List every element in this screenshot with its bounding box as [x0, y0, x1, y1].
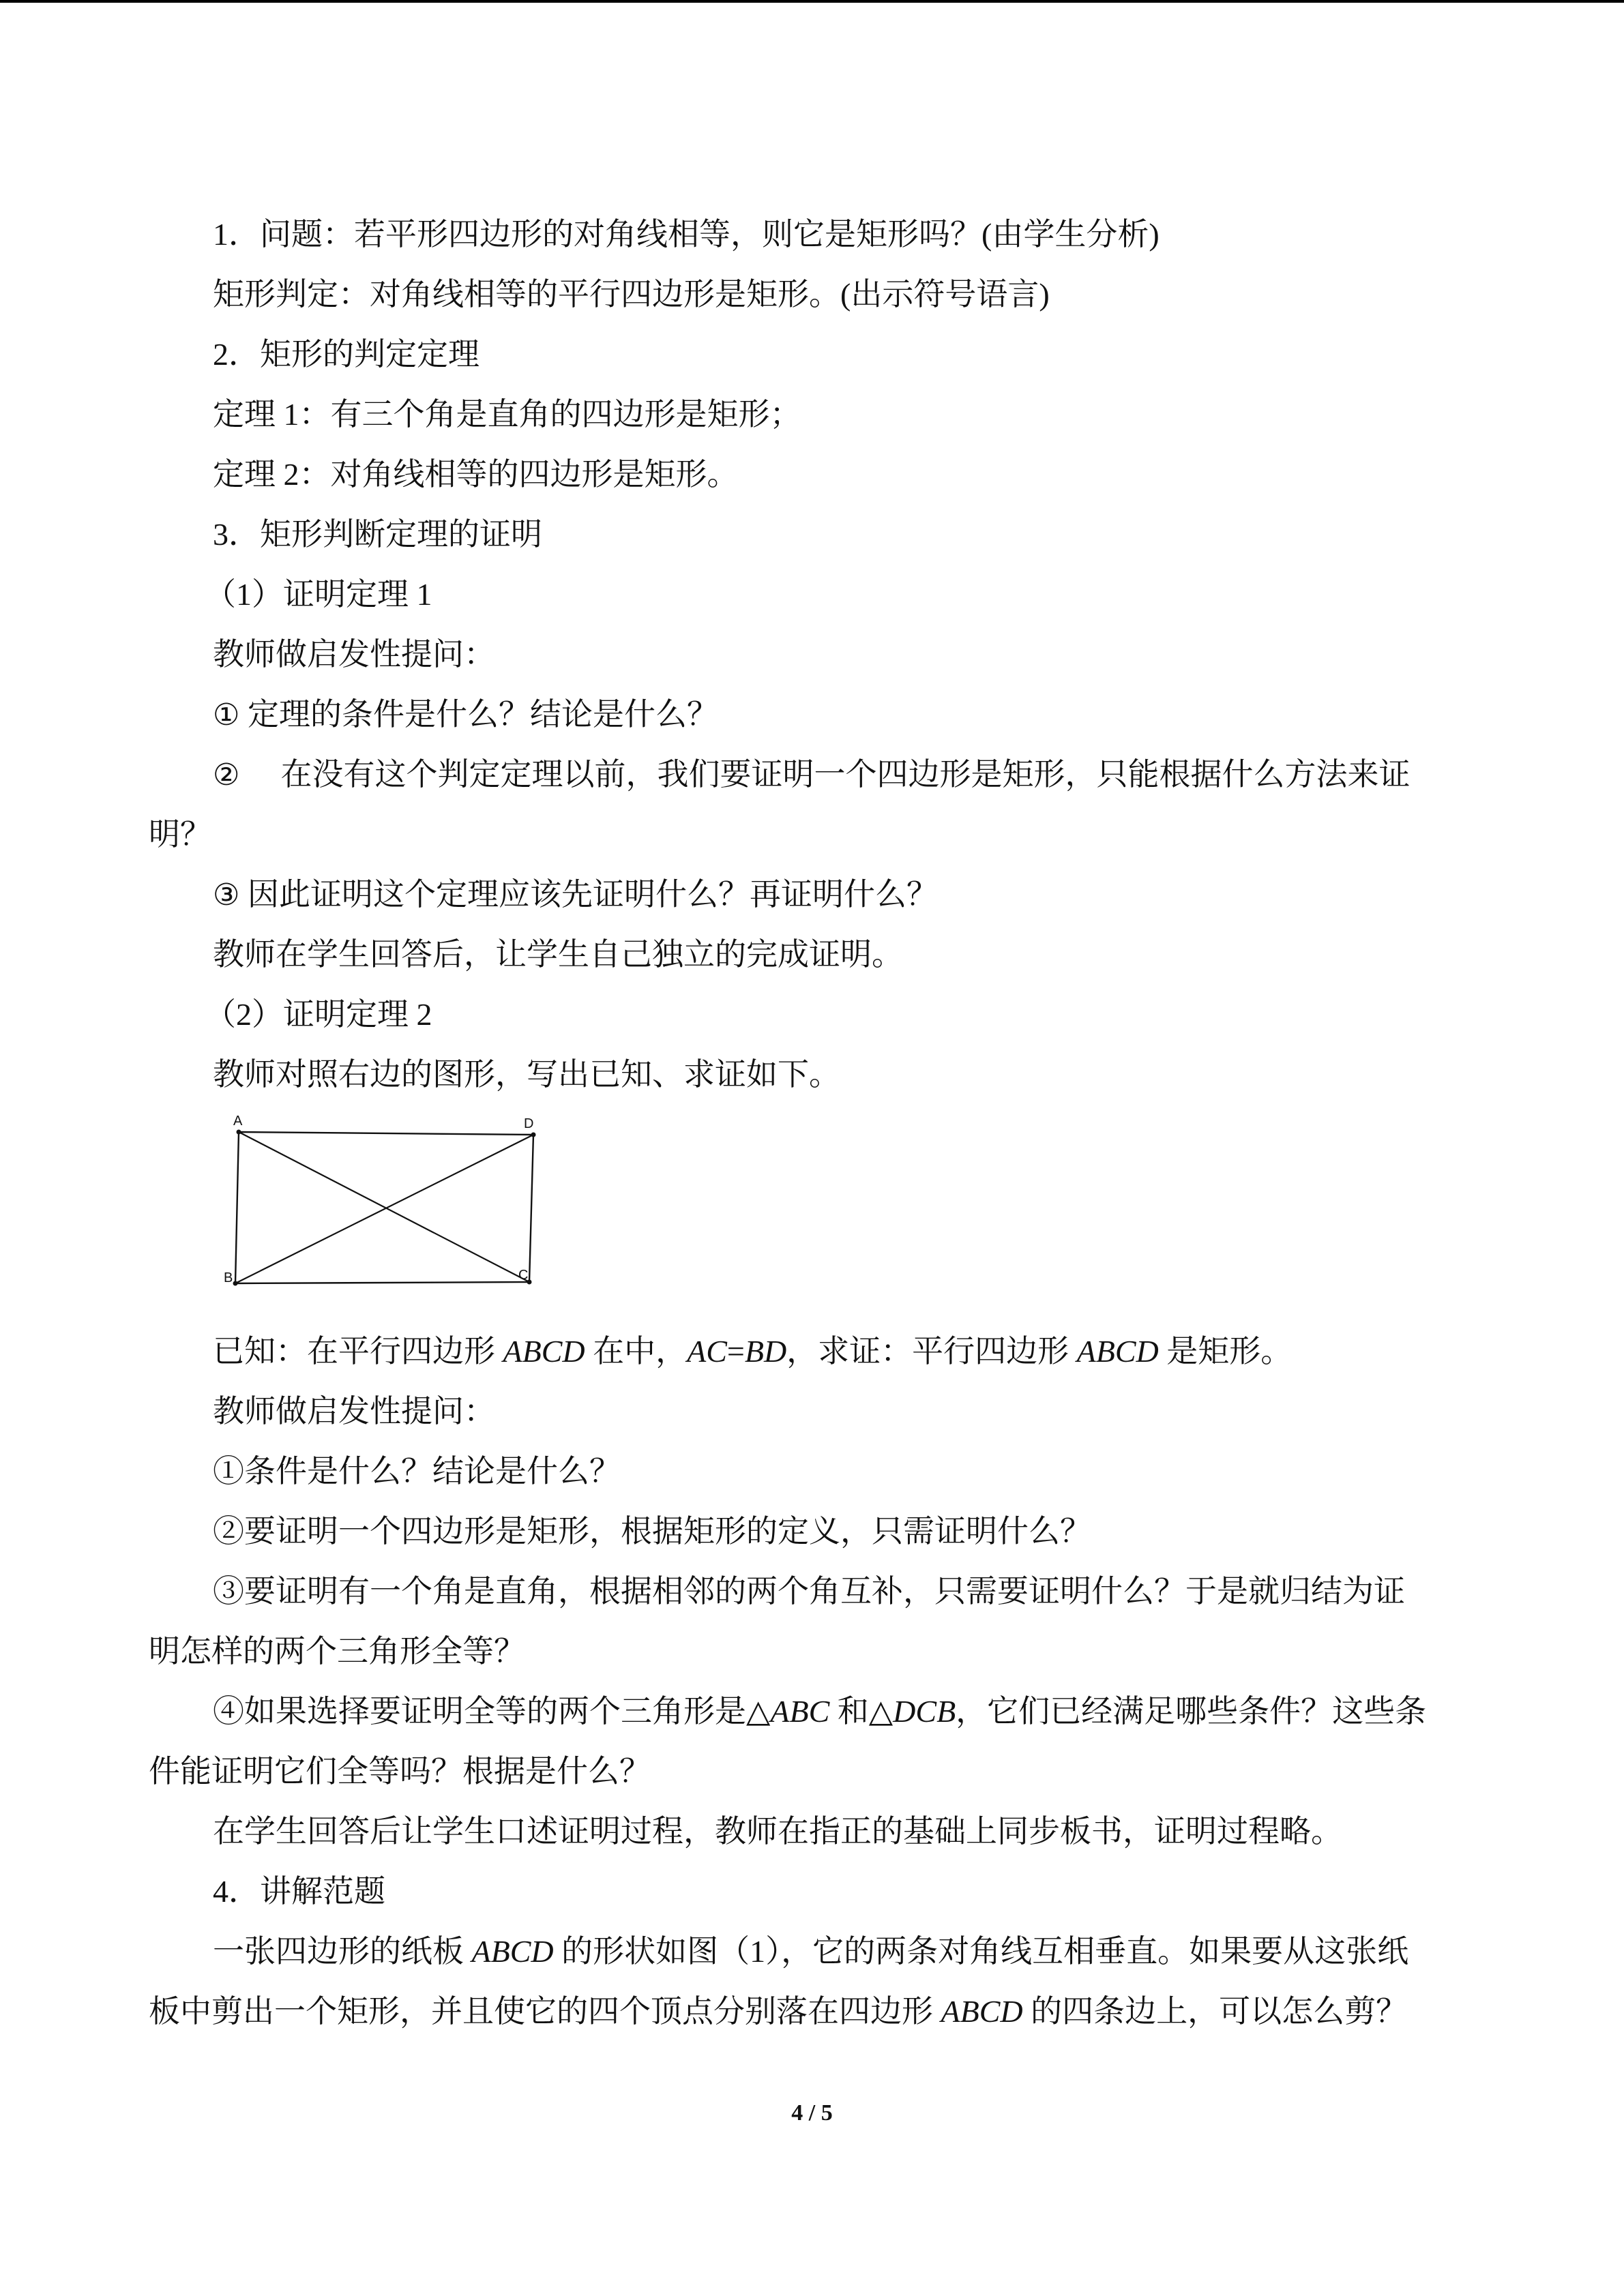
given-abcd: ABCD — [503, 1334, 585, 1369]
example-abcd-2: ABCD — [941, 1994, 1023, 2029]
equals-sign: = — [726, 1334, 745, 1369]
section-3-heading-text: 3．矩形判断定理的证明 — [213, 517, 542, 552]
label-b: B — [224, 1270, 233, 1285]
rectangle-judgment — [213, 274, 1050, 315]
rectangle-diagram — [218, 1112, 546, 1296]
question-condition-text: ①条件是什么？结论是什么？ — [213, 1454, 621, 1489]
given-prove-part-2: 在中， — [585, 1334, 688, 1369]
example-problem-part-3: 板中剪出一个矩形，并且使它的四个顶点分别落在四边形 — [149, 1994, 941, 2029]
proof-1-heading-text: （1）证明定理 1 — [205, 577, 432, 612]
question-right-angle-continued — [149, 1631, 525, 1672]
prompt-item-3-text: 因此证明这个定理应该先证明什么？再证明什么？ — [239, 877, 938, 912]
question-congruent-continued — [149, 1751, 651, 1792]
teacher-prompt-2 — [213, 1391, 495, 1432]
segment-bd: BD — [744, 1334, 787, 1369]
figure-intro — [213, 1054, 840, 1095]
label-c: C — [518, 1268, 529, 1283]
theorem-1-text: 定理 1：有三个角是直角的四边形是矩形； — [213, 397, 801, 432]
example-problem-part-4: 的四条边上，可以怎么剪？ — [1022, 1994, 1408, 2029]
question-congruent-part-1: ④如果选择要证明全等的两个三角形是 — [213, 1694, 746, 1729]
example-abcd-1: ABCD — [471, 1934, 554, 1969]
section-4-heading — [213, 1871, 385, 1912]
question-right-angle-continued-text: 明怎样的两个三角形全等？ — [149, 1634, 525, 1669]
proof-2-heading — [205, 994, 432, 1035]
teacher-prompt-1-text: 教师做启发性提问： — [213, 637, 495, 672]
question-definition-text: ②要证明一个四边形是矩形，根据矩形的定义，只需证明什么？ — [213, 1514, 1091, 1549]
question-right-angle — [213, 1571, 1405, 1612]
rectangle-judgment-text: 矩形判定：对角线相等的平行四边形是矩形。(出示符号语言) — [213, 277, 1050, 312]
question-congruent-part-3: ，它们已经满足哪些条件？这些条 — [956, 1694, 1427, 1729]
example-problem-part-1: 一张四边形的纸板 — [213, 1934, 472, 1969]
triangle-dcb: DCB — [893, 1694, 956, 1729]
prompt-item-2-continued-text: 明？ — [149, 817, 211, 852]
question-right-angle-text: ③要证明有一个角是直角，根据相邻的两个角互补，只需要证明什么？于是就归结为证 — [213, 1574, 1405, 1609]
section-4-heading-text: 4．讲解范题 — [213, 1874, 385, 1909]
triangle-abc: ABC — [770, 1694, 830, 1729]
question-congruent-part-2: 和 — [829, 1694, 869, 1729]
theorem-2-text: 定理 2：对角线相等的四边形是矩形。 — [213, 457, 739, 492]
proof-process — [213, 1811, 1342, 1852]
prompt-item-1 — [213, 694, 718, 736]
given-prove — [213, 1331, 1292, 1372]
top-border-line — [0, 0, 1624, 3]
vertex-b — [233, 1281, 238, 1286]
section-2-heading — [213, 334, 479, 375]
circled-number-2: ② — [213, 758, 240, 792]
segment-ac: AC — [687, 1334, 727, 1369]
triangle-symbol-2: △ — [868, 1694, 894, 1729]
question-congruent — [213, 1691, 1426, 1732]
prompt-item-2-text: 在没有这个判定定理以前，我们要证明一个四边形是矩形，只能根据什么方法来证 — [280, 757, 1411, 792]
teacher-instruction — [213, 934, 903, 975]
question-condition — [213, 1451, 621, 1492]
given-prove-part-1: 已知：在平行四边形 — [213, 1334, 503, 1369]
circled-number-3: ③ — [213, 878, 240, 912]
label-d: D — [524, 1116, 534, 1131]
example-problem-continued — [149, 1991, 1407, 2032]
prompt-item-2-continued — [149, 814, 211, 855]
proof-1-heading — [205, 574, 432, 615]
question-definition — [213, 1511, 1091, 1552]
page-number — [0, 2100, 1624, 2126]
figure-intro-text: 教师对照右边的图形，写出已知、求证如下。 — [213, 1057, 840, 1092]
prove-abcd: ABCD — [1076, 1334, 1159, 1369]
prompt-item-2 — [213, 754, 1410, 796]
section-3-heading — [213, 514, 542, 555]
vertex-d — [531, 1133, 536, 1137]
question-1-text: 1．问题：若平形四边形的对角线相等，则它是矩形吗？(由学生分析) — [213, 217, 1160, 252]
question-congruent-continued-text: 件能证明它们全等吗？根据是什么？ — [149, 1754, 651, 1789]
triangle-symbol-1: △ — [746, 1694, 771, 1729]
proof-2-heading-text: （2）证明定理 2 — [205, 997, 432, 1032]
vertex-a — [237, 1130, 241, 1135]
teacher-prompt-1 — [213, 634, 495, 675]
section-2-heading-text: 2．矩形的判定定理 — [213, 337, 479, 372]
example-problem-part-2: 的形状如图（1），它的两条对角线互相垂直。如果要从这张纸 — [553, 1934, 1409, 1969]
label-a: A — [233, 1114, 243, 1129]
circled-number-1: ① — [213, 698, 240, 732]
prompt-item-3 — [213, 874, 938, 916]
theorem-2 — [213, 454, 739, 495]
example-problem — [213, 1931, 1408, 1972]
question-1 — [213, 214, 1160, 255]
proof-process-text: 在学生回答后让学生口述证明过程，教师在指正的基础上同步板书，证明过程略。 — [213, 1814, 1342, 1849]
given-prove-part-3: ，求证：平行四边形 — [786, 1334, 1077, 1369]
teacher-prompt-2-text: 教师做启发性提问： — [213, 1394, 495, 1429]
page-number-text: 4 / 5 — [791, 2100, 833, 2126]
given-prove-part-4: 是矩形。 — [1158, 1334, 1293, 1369]
teacher-instruction-text: 教师在学生回答后，让学生自己独立的完成证明。 — [213, 937, 903, 972]
theorem-1 — [213, 394, 801, 435]
prompt-item-1-text: 定理的条件是什么？结论是什么？ — [239, 697, 718, 732]
